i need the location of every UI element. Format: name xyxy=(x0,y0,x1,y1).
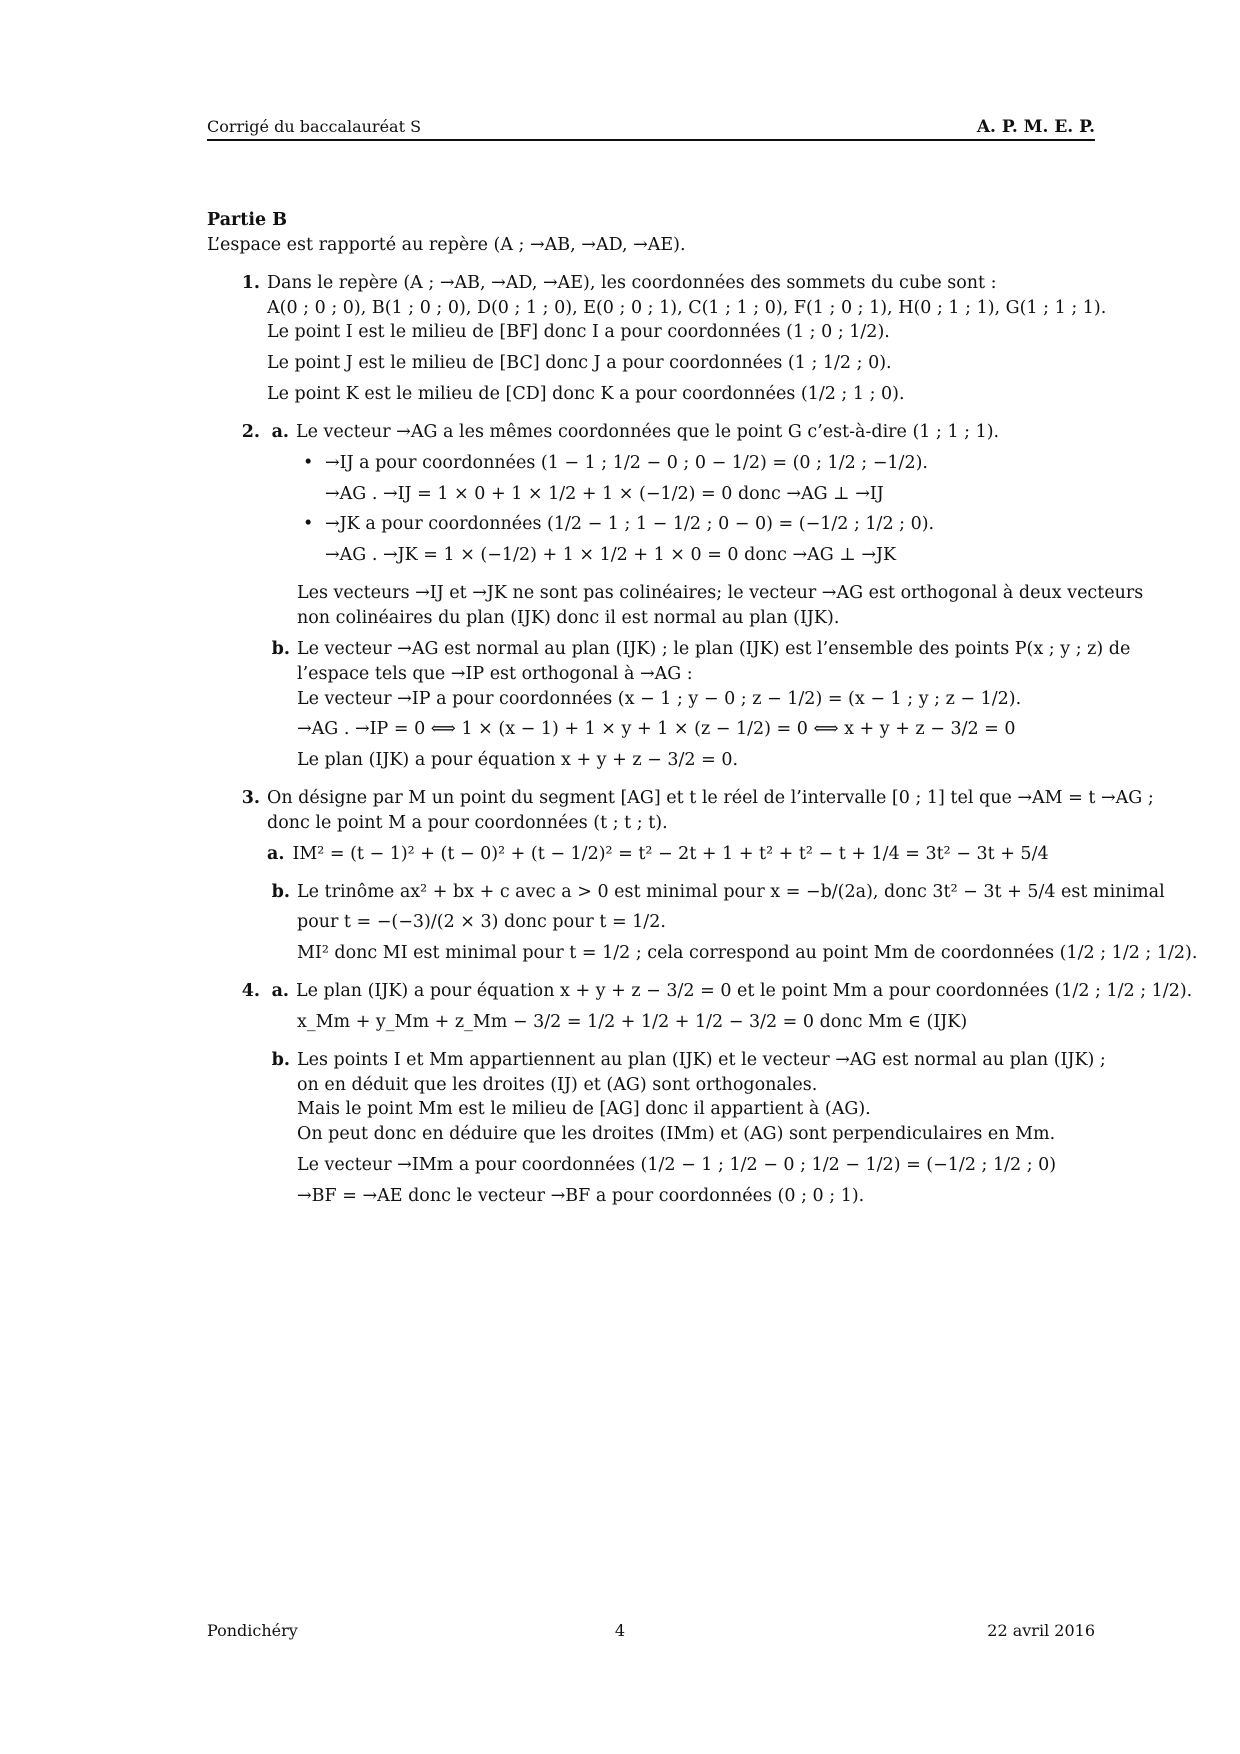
q2b-line-4: →AG . →IP = 0 ⟺ 1 × (x − 1) + 1 × y + 1 × (z − 1/2) = 0 ⟺ x + y + z − 3/2 = 0 xyxy=(297,719,1016,740)
footer-left: Pondichéry xyxy=(207,1621,298,1640)
q3b-line-3: MI² donc MI est minimal pour t = 1/2 ; cela correspond au point Mm de coordonnées (1/2 ; 1/2 ; 1/2). xyxy=(297,943,1198,964)
q3-number: 3. xyxy=(241,788,260,809)
page-number: 4 xyxy=(614,1621,626,1640)
q4b-line-3: Mais le point Mm est le milieu de [AG] donc il appartient à (AG). xyxy=(297,1099,871,1120)
header-right: A. P. M. E. P. xyxy=(976,117,1095,137)
q4a-line-1: 4. a. Le plan (IJK) a pour équation x + y + z − 3/2 = 0 et le point Mm a pour coordonnées (1/2 ; 1/2 ; 1/2). xyxy=(207,979,1095,1004)
section-title: Partie B xyxy=(207,210,287,230)
q3b-line-1: b. Le trinôme ax² + bx + c avec a > 0 est minimal pour x = −b/(2a), donc 3t² − 3t + 5/4 est minimal xyxy=(207,880,1095,905)
header-left: Corrigé du baccalauréat S xyxy=(207,117,422,136)
bullet-icon: • xyxy=(303,514,314,535)
q3-line-2: donc le point M a pour coordonnées (t ; t ; t). xyxy=(267,812,668,833)
q2a-dot-product-jk: →AG . →JK = 1 × (−1/2) + 1 × 1/2 + 1 × 0 = 0 donc →AG ⊥ →JK xyxy=(325,545,897,566)
q1-number: 1. xyxy=(241,272,260,293)
q3b-line-2: pour t = −(−3)/(2 × 3) donc pour t = 1/2. xyxy=(297,912,666,933)
q4b-line-4: On peut donc en déduire que les droites (IMm) et (AG) sont perpendiculaires en Mm. xyxy=(297,1124,1056,1145)
q4b-line-6: →BF = →AE donc le vecteur →BF a pour coordonnées (0 ; 0 ; 1). xyxy=(297,1186,865,1206)
q4-number: 4. xyxy=(241,981,260,1002)
q1-line-5: Le point K est le milieu de [CD] donc K a pour coordonnées (1/2 ; 1 ; 0). xyxy=(267,384,905,405)
q1-line-3: Le point I est le milieu de [BF] donc I a pour coordonnées (1 ; 0 ; 1/2). xyxy=(267,322,890,343)
intro-line: L’espace est rapporté au repère (A ; →AB, →AD, →AE). xyxy=(207,234,686,255)
q2a-conclusion-1: Les vecteurs →IJ et →JK ne sont pas colinéaires; le vecteur →AG est orthogonal à deux vecteurs xyxy=(297,583,1144,604)
q4a-label: a. xyxy=(271,981,289,1002)
q1-line-2: A(0 ; 0 ; 0), B(1 ; 0 ; 0), D(0 ; 1 ; 0), E(0 ; 0 ; 1), C(1 ; 1 ; 0), F(1 ; 0 ; 1), H(0 ; 1 ; 1), G(1 ; 1 ; 1). xyxy=(267,297,1107,318)
q3-line-1: 3. On désigne par M un point du segment [AG] et t le réel de l’intervalle [0 ; 1] tel que →AM = t →AG ; xyxy=(207,786,1095,811)
q3a-line-1: a. IM² = (t − 1)² + (t − 0)² + (t − 1/2)² = t² − 2t + 1 + t² + t² − t + 1/4 = 3t² − 3t + 5/4 xyxy=(267,843,1049,864)
q4a-line-2: x_Mm + y_Mm + z_Mm − 3/2 = 1/2 + 1/2 + 1/2 − 3/2 = 0 donc Mm ∈ (IJK) xyxy=(297,1011,968,1032)
q4b-line-1: b. Les points I et Mm appartiennent au plan (IJK) et le vecteur →AG est normal au plan (IJK) ; xyxy=(207,1048,1095,1073)
q3b-label: b. xyxy=(271,881,290,902)
q2-number: 2. xyxy=(241,421,260,442)
footer-date: 22 avril 2016 xyxy=(987,1621,1095,1640)
q2b-line-3: Le vecteur →IP a pour coordonnées (x − 1 ; y − 0 ; z − 1/2) = (x − 1 ; y ; z − 1/2). xyxy=(297,688,1022,709)
bullet-icon: • xyxy=(303,452,314,473)
q4b-label: b. xyxy=(271,1049,290,1070)
q4b-line-2: on en déduit que les droites (IJ) et (AG) sont orthogonales. xyxy=(297,1074,818,1095)
q2a-line-1: 2. a. Le vecteur →AG a les mêmes coordonnées que le point G c’est-à-dire (1 ; 1 ; 1). xyxy=(207,420,1095,445)
q1-line-4: Le point J est le milieu de [BC] donc J a pour coordonnées (1 ; 1/2 ; 0). xyxy=(267,353,892,374)
q2b-line-1: b. Le vecteur →AG est normal au plan (IJK) ; le plan (IJK) est l’ensemble des points P(x ; y ; z) de xyxy=(207,637,1095,662)
q2b-label: b. xyxy=(271,638,290,659)
q4b-line-5: Le vecteur →IMm a pour coordonnées (1/2 − 1 ; 1/2 − 0 ; 1/2 − 1/2) = (−1/2 ; 1/2 ; 0) xyxy=(297,1155,1057,1176)
q2a-dot-product-ij: →AG . →IJ = 1 × 0 + 1 × 1/2 + 1 × (−1/2) = 0 donc →AG ⊥ →IJ xyxy=(325,483,884,504)
q1-line-1: 1. Dans le repère (A ; →AB, →AD, →AE), les coordonnées des sommets du cube sont : xyxy=(207,271,1095,296)
q2a-conclusion-2: non colinéaires du plan (IJK) donc il est normal au plan (IJK). xyxy=(297,607,840,628)
q2b-line-5: Le plan (IJK) a pour équation x + y + z − 3/2 = 0. xyxy=(297,750,739,771)
q2b-line-2: l’espace tels que →IP est orthogonal à →AG : xyxy=(297,663,693,684)
q2a-bullet-1: • →IJ a pour coordonnées (1 − 1 ; 1/2 − 0 ; 0 − 1/2) = (0 ; 1/2 ; −1/2). xyxy=(207,451,1095,476)
main-content xyxy=(207,208,1198,1209)
header-rule xyxy=(207,139,1095,141)
q2a-bullet-2: • →JK a pour coordonnées (1/2 − 1 ; 1 − 1/2 ; 0 − 0) = (−1/2 ; 1/2 ; 0). xyxy=(207,512,1095,537)
q3a-label: a. xyxy=(267,843,285,864)
q2a-label: a. xyxy=(271,421,289,442)
